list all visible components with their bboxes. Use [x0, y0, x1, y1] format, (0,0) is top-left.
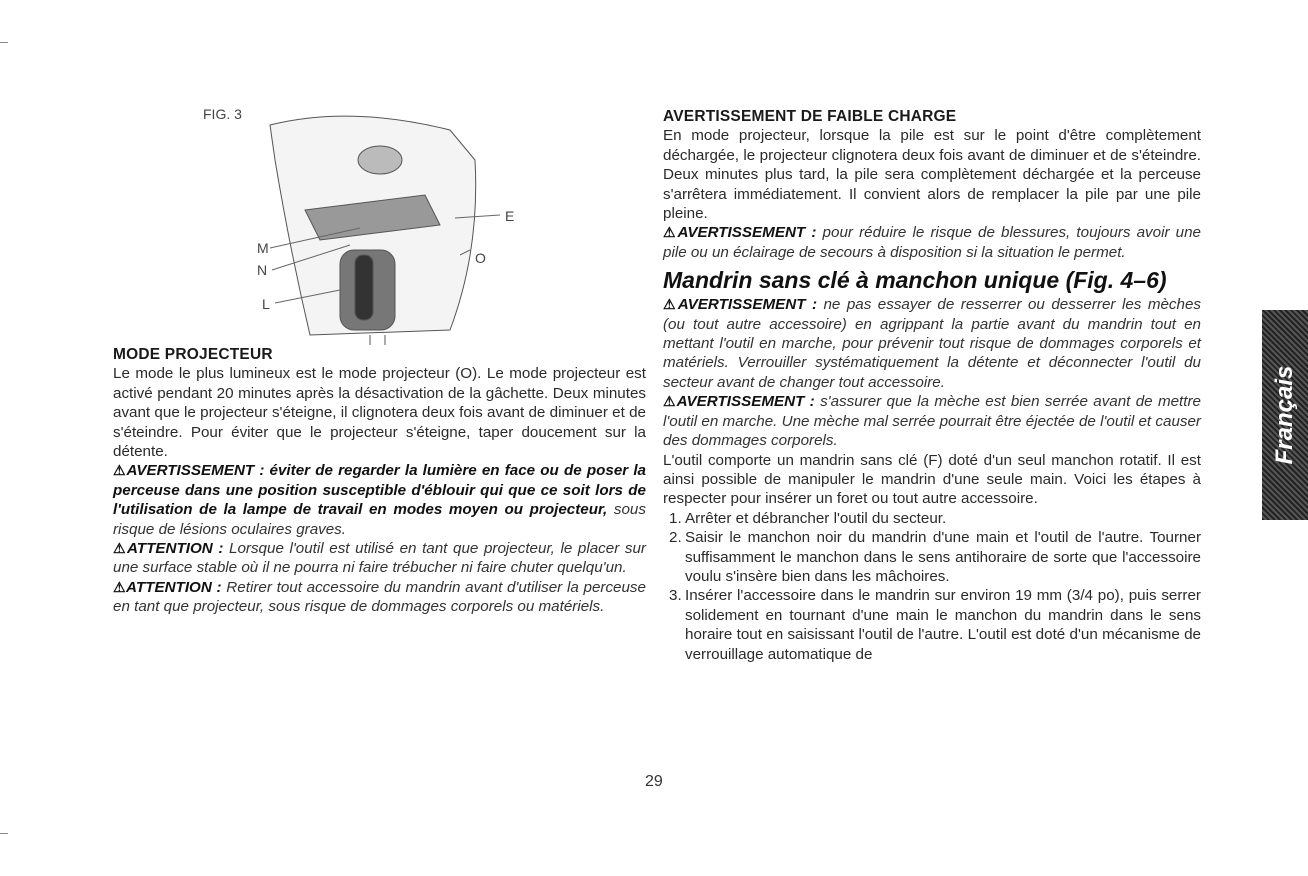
- warning-icon: ⚠: [663, 296, 678, 313]
- warning-label: AVERTISSEMENT :: [676, 393, 815, 411]
- step-number: 3.: [669, 587, 682, 605]
- paragraph: En mode projecteur, lorsque la pile est sur le point d'être complètement déchargée, le projecteur clignotera deux fois avant de diminuer et de s'éteindre. Deux minutes plus tard, la pile sera complètement déchargée et la perceuse s'arrêtera immédiatement. Il convient alors de remplacer la pile par une pile pleine.: [663, 127, 1201, 223]
- attention-paragraph: [113, 539, 646, 578]
- attention-text: Lorsque l'outil est utilisé en tant que projecteur, le placer sur une surface stable où il ne pourra ni faire trébucher ni faire chuter quelqu'un.: [113, 540, 646, 577]
- crop-mark: [0, 42, 8, 43]
- warning-text: ne pas essayer de resserrer ou desserrer les mèches (ou tout autre accessoire) en agrippant la partie avant du mandrin tout en mettant l'outil en marche, pour prévenir tout risque de dommages corporels et matériels. Verrouiller systématiquement la détente et déconnecter l'outil du secteur avant de changer tout accessoire.: [663, 296, 1201, 391]
- section-heading: MODE PROJECTEUR: [113, 346, 273, 363]
- list-item: [663, 509, 1201, 528]
- figure-title: FIG. 3: [203, 106, 242, 122]
- language-tab-label: Français: [1271, 365, 1298, 465]
- warning-text: pour réduire le risque de blessures, toujours avoir une pile ou un éclairage de secours à disposition si la situation le permet.: [663, 224, 1201, 261]
- warning-icon: ⚠: [663, 393, 677, 410]
- warning-paragraph: [663, 392, 1201, 450]
- label-l: L: [262, 296, 270, 312]
- drill-light-switch-illustration: [200, 100, 530, 345]
- figure-3: [200, 100, 530, 345]
- paragraph: Le mode le plus lumineux est le mode projecteur (O). Le mode projecteur est activé pendant 20 minutes après la désactivation de la gâchette. Deux minutes avant que le projecteur s'éteigne, il clignotera deux fois avant de diminuer et de s'éteindre. Pour éviter que le projecteur s'éteigne, taper doucement sur la détente.: [113, 365, 646, 461]
- list-item: [663, 528, 1201, 586]
- warning-text: sous risque de lésions oculaires graves.: [113, 501, 646, 538]
- list-item: [663, 586, 1201, 664]
- step-number: 1.: [669, 509, 682, 527]
- warning-icon: ⚠: [113, 578, 127, 595]
- label-m: M: [257, 240, 269, 256]
- attention-label: ATTENTION :: [126, 540, 224, 558]
- attention-text: Retirer tout accessoire du mandrin avant d'utiliser la perceuse en tant que projecteur, sous risque de dommages corporels ou matériels.: [113, 578, 646, 616]
- warning-icon: ⚠: [113, 540, 127, 557]
- warning-icon: ⚠: [113, 462, 127, 479]
- right-column: [663, 107, 1201, 664]
- page-number: 29: [645, 773, 663, 790]
- left-column: [113, 345, 646, 617]
- warning-paragraph: [663, 295, 1201, 392]
- attention-label: ATTENTION :: [126, 578, 222, 596]
- step-text: Arrêter et débrancher l'outil du secteur.: [685, 509, 947, 527]
- warning-label: AVERTISSEMENT :: [677, 224, 817, 242]
- step-text: Saisir le manchon noir du mandrin d'une main et l'outil de l'autre. Tourner suffisamment le manchon dans le sens antihoraire de sorte que l'accessoire voulu s'insère bien dans les mâchoires.: [685, 529, 1201, 585]
- warning-label: AVERTISSEMENT : éviter de regarder la lumière en face ou de poser la perceuse dans une position susceptible d'éblouir qui que ce soit lors de l'utilisation de la lampe de travail en modes moyen ou projecteur,: [113, 462, 646, 519]
- crop-mark: [0, 833, 8, 834]
- language-tab: [1262, 310, 1308, 520]
- section-heading: AVERTISSEMENT DE FAIBLE CHARGE: [663, 108, 957, 125]
- label-e: E: [505, 208, 515, 224]
- label-n: N: [257, 262, 268, 278]
- warning-paragraph: [113, 461, 646, 539]
- warning-text: s'assurer que la mèche est bien serrée avant de mettre l'outil en marche. Une mèche mal serrée pourrait être éjectée de l'outil et causer des dommages corporels.: [663, 393, 1201, 450]
- steps-list: [663, 509, 1201, 664]
- label-o: O: [475, 250, 486, 266]
- step-number: 2.: [669, 529, 682, 547]
- section-title: Mandrin sans clé à manchon unique (Fig. 4–6): [663, 267, 1167, 294]
- warning-icon: ⚠: [663, 224, 678, 241]
- warning-label: AVERTISSEMENT :: [677, 296, 818, 314]
- attention-paragraph: [113, 578, 646, 617]
- step-text: Insérer l'accessoire dans le mandrin sur environ 19 mm (3/4 po), puis serrer solidement en tournant d'une main le manchon du mandrin dans le sens horaire tout en saisissant l'outil de l'autre. L'outil est doté d'un mécanisme de verrouillage automatique de: [685, 587, 1201, 663]
- warning-paragraph: [663, 223, 1201, 262]
- paragraph: L'outil comporte un mandrin sans clé (F) doté d'un seul manchon rotatif. Il est ainsi possible de manipuler le mandrin d'une seule main. Voici les étapes à respecter pour insérer un foret ou tout autre accessoire.: [663, 451, 1201, 508]
